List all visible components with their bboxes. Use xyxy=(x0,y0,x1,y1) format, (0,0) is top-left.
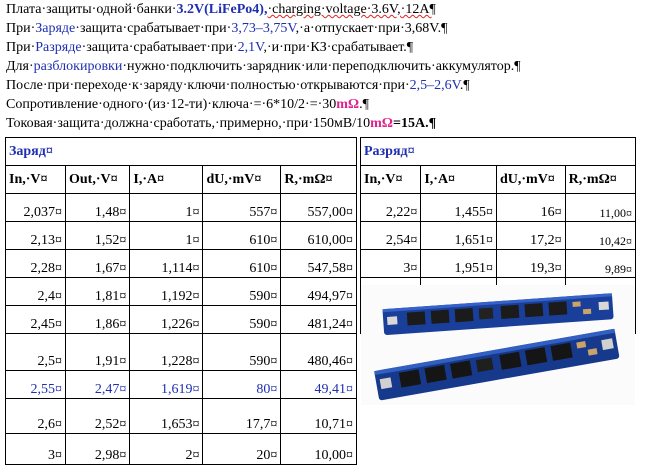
text-line-5 xyxy=(6,78,470,94)
table-cell: 590¤ xyxy=(203,334,281,371)
text-line-7 xyxy=(6,116,436,132)
charge-table-title: Заряд¤ xyxy=(6,138,357,166)
charge-table-header xyxy=(6,166,357,194)
line-highlight: Разряде xyxy=(35,40,82,55)
line-highlight: mΩ xyxy=(370,116,393,131)
line-text: Токовая·защита·должна·сработать,·примерно,·при·150мВ/10 xyxy=(6,116,371,131)
line-text: ·защита·срабатывает·при· xyxy=(81,40,238,55)
table-cell: 2,6¤ xyxy=(6,399,66,434)
table-cell: 2,13¤ xyxy=(6,222,66,250)
discharge-table-title: Разряд¤ xyxy=(361,138,636,166)
text-line-4 xyxy=(6,59,521,75)
table-row xyxy=(6,371,357,399)
line-text: Сопротивление·одного·(из·12-ти)·ключа·=·6*10/2·=·30 xyxy=(6,97,337,112)
line-text: После·при·переходе·к·заряду·ключи·полностью·открываются·при· xyxy=(6,78,410,93)
table-cell: 610¤ xyxy=(203,250,281,278)
table-cell: 1,114¤ xyxy=(130,250,203,278)
table-cell: 2,47¤ xyxy=(66,371,130,399)
header-cell: R,·mΩ¤ xyxy=(281,166,357,194)
table-cell: 494,97¤ xyxy=(281,278,357,306)
text-line-2 xyxy=(6,21,447,37)
line-text: =15А.¶ xyxy=(392,116,437,131)
table-row xyxy=(6,250,357,278)
line-highlight: разблокировки xyxy=(33,59,123,74)
table-cell: 2,52¤ xyxy=(66,399,130,434)
table-cell: 480,46¤ xyxy=(281,334,357,371)
line-text: Для· xyxy=(6,59,34,74)
line-text: ,·и·при·КЗ·срабатывает.¶ xyxy=(263,40,414,55)
line-highlight: 3,73–3,75V xyxy=(231,21,296,36)
table-cell: 1,67¤ xyxy=(66,250,130,278)
table-cell: 1,81¤ xyxy=(66,278,130,306)
header-cell: In,·V¤ xyxy=(361,166,421,194)
table-row xyxy=(6,222,357,250)
text-line-1 xyxy=(6,2,436,18)
table-row xyxy=(6,399,357,434)
table-cell: 2¤ xyxy=(130,434,203,465)
table-cell: 1,48¤ xyxy=(66,194,130,222)
table-cell: 590¤ xyxy=(203,306,281,334)
line-highlight: 2,5–2,6V xyxy=(409,78,460,93)
line-text: .¶ xyxy=(359,97,369,112)
table-cell: 1,951¤ xyxy=(421,250,497,278)
table-cell: 17,2¤ xyxy=(496,222,565,250)
table-cell: 2,5¤ xyxy=(6,334,66,371)
discharge-table-title-row xyxy=(361,138,636,166)
table-row xyxy=(361,250,636,278)
charge-table xyxy=(5,137,357,465)
table-cell: 10,42¤ xyxy=(565,222,635,250)
table-cell: 1,86¤ xyxy=(66,306,130,334)
line-text: ·charging·voltage·3.6V,·12A¶ xyxy=(267,2,436,17)
header-cell: Out,·V¤ xyxy=(66,166,130,194)
table-cell: 2,45¤ xyxy=(6,306,66,334)
table-cell: 10,00¤ xyxy=(281,434,357,465)
table-cell: 2,4¤ xyxy=(6,278,66,306)
table-row xyxy=(6,306,357,334)
table-cell: 1,651¤ xyxy=(421,222,497,250)
table-cell: 557¤ xyxy=(203,194,281,222)
text-line-6 xyxy=(6,97,369,113)
text-line-3 xyxy=(6,40,413,56)
table-cell: 11,00¤ xyxy=(565,194,635,222)
line-text: .¶ xyxy=(459,78,470,93)
table-cell: 2,037¤ xyxy=(6,194,66,222)
table-cell: 481,24¤ xyxy=(281,306,357,334)
table-cell: 20¤ xyxy=(203,434,281,465)
header-cell: dU,·mV¤ xyxy=(203,166,281,194)
header-cell: I,·A¤ xyxy=(130,166,203,194)
table-cell: 80¤ xyxy=(203,371,281,399)
table-cell: 1¤ xyxy=(130,194,203,222)
line-highlight: 3.2V(LiFePo4), xyxy=(176,2,268,17)
table-cell: 1,653¤ xyxy=(130,399,203,434)
table-cell: 2,54¤ xyxy=(361,222,421,250)
table-cell: 1,91¤ xyxy=(66,334,130,371)
table-row xyxy=(6,334,357,371)
table-cell: 610¤ xyxy=(203,222,281,250)
line-text: ,·а·отпускает·при·3,68V.¶ xyxy=(295,21,448,36)
table-row xyxy=(6,194,357,222)
pcb-photo xyxy=(361,285,635,405)
table-cell: 17,7¤ xyxy=(203,399,281,434)
header-cell: R,·mΩ¤ xyxy=(565,166,635,194)
table-cell: 3¤ xyxy=(6,434,66,465)
table-cell: 1,455¤ xyxy=(421,194,497,222)
line-text: Плата·защиты·одной·банки· xyxy=(6,2,177,17)
table-cell: 10,71¤ xyxy=(281,399,357,434)
table-cell: 547,58¤ xyxy=(281,250,357,278)
pcb-boards-image xyxy=(361,285,635,405)
table-row xyxy=(361,222,636,250)
charge-table-title-row xyxy=(6,138,357,166)
table-cell: 2,55¤ xyxy=(6,371,66,399)
header-cell: In,·V¤ xyxy=(6,166,66,194)
table-cell: 49,41¤ xyxy=(281,371,357,399)
line-highlight: Заряде xyxy=(35,21,76,36)
table-cell: 1,192¤ xyxy=(130,278,203,306)
line-text: ·нужно·подключить·зарядник·или·переподключить·аккумулятор.¶ xyxy=(122,59,521,74)
table-cell: 2,22¤ xyxy=(361,194,421,222)
line-text: При· xyxy=(6,21,36,36)
table-cell: 610,00¤ xyxy=(281,222,357,250)
table-cell: 2,98¤ xyxy=(66,434,130,465)
discharge-table-header xyxy=(361,166,636,194)
table-cell: 590¤ xyxy=(203,278,281,306)
header-cell: I,·A¤ xyxy=(421,166,497,194)
table-cell: 9,89¤ xyxy=(565,250,635,278)
table-cell: 1,619¤ xyxy=(130,371,203,399)
table-cell: 557,00¤ xyxy=(281,194,357,222)
header-cell: dU,·mV¤ xyxy=(496,166,565,194)
table-row xyxy=(6,278,357,306)
line-highlight: 2,1V xyxy=(237,40,264,55)
table-row xyxy=(361,194,636,222)
table-cell: 2,28¤ xyxy=(6,250,66,278)
line-highlight: mΩ xyxy=(336,97,360,112)
table-cell: 1,228¤ xyxy=(130,334,203,371)
line-text: При· xyxy=(6,40,36,55)
table-cell: 1¤ xyxy=(130,222,203,250)
table-cell: 1,226¤ xyxy=(130,306,203,334)
line-text: ·защита·срабатывает·при· xyxy=(75,21,232,36)
table-cell: 16¤ xyxy=(496,194,565,222)
table-cell: 1,52¤ xyxy=(66,222,130,250)
table-cell: 3¤ xyxy=(361,250,421,278)
table-row xyxy=(6,434,357,465)
table-cell: 19,3¤ xyxy=(496,250,565,278)
